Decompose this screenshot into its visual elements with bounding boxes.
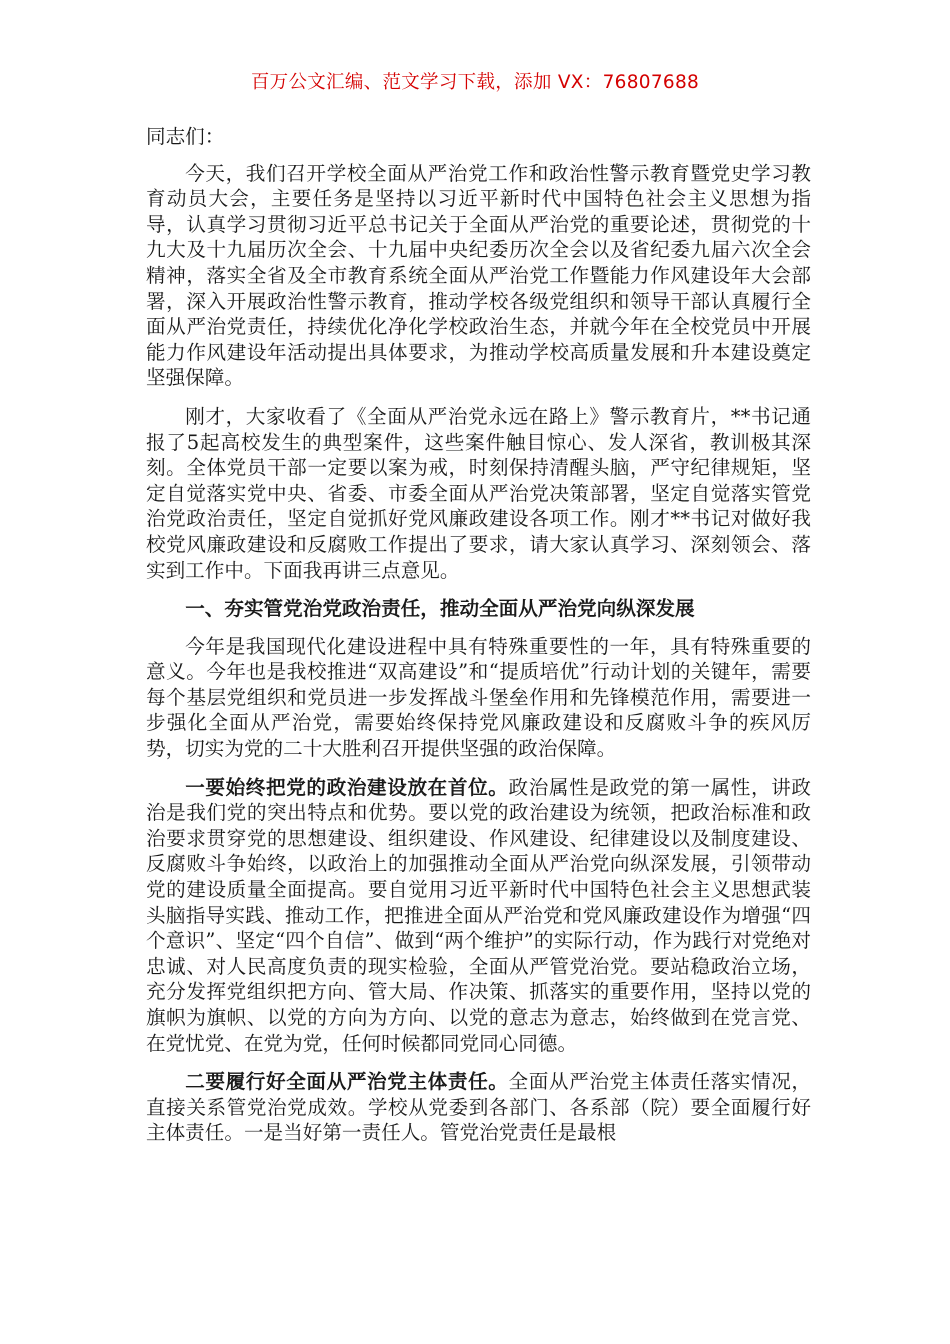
paragraph-opening: 今天，我们召开学校全面从严治党工作和政治性警示教育暨党史学习教育动员大会，主要任务是坚持以习近平新时代中国特色社会主义思想为指导，认真学习贯彻习近平总书记关于全面从严治党的重要论述，贯彻党的十九大及十九届历次全会、十九届中央纪委历次全会以及省纪委九届六次全会精神，落实全省及全市教育系统全面从严治党工作暨能力作风建设年大会部署，深入开展政治性警示教育，推动学校各级党组织和领导干部认真履行全面从严治党责任，持续优化净化学校政治生态，并就今年在全校党员中开展能力作风建设年活动提出具体要求，为推动学校高质量发展和升本建设奠定坚强保障。 <box>146 161 811 390</box>
salutation: 同志们： <box>146 125 225 148</box>
paragraph-context: 今年是我国现代化建设进程中具有特殊重要性的一年，具有特殊重要的意义。今年也是我校推进“双高建设”和“提质培优”行动计划的关键年，需要每个基层党组织和党员进一步发挥战斗堡垒作用和先锋模范作用，需要进一步强化全面从严治党，需要始终保持党风廉政建设和反腐败斗争的疾风厉势，切实为党的二十大胜利召开提供坚强的政治保障。 <box>146 634 811 761</box>
section-heading-1: 一、夯实管党治党政治责任，推动全面从严治党向纵深发展 <box>185 597 695 621</box>
paragraph-point-1 <box>146 775 811 1057</box>
point-1-lead: 一要始终把党的政治建设放在首位。 <box>185 775 509 799</box>
point-2-body: 全面从严治党主体责任落实情况，直接关系管党治党成效。学校从党委到各部门、各系部（院）要全面履行好主体责任。一是当好第一责任人。管党治党责任是最根 <box>146 1070 812 1145</box>
point-1-body: 政治属性是政党的第一属性，讲政治是我们党的突出特点和优势。要以党的政治建设为统领，把政治标准和政治要求贯穿党的思想建设、组织建设、作风建设、纪律建设以及制度建设、反腐败斗争始终，以政治上的加强推动全面从严治党向纵深发展，引领带动党的建设质量全面提高。要自觉用习近平新时代中国特色社会主义思想武装头脑指导实践、推动工作，把推进全面从严治党和党风廉政建设作为增强“四个意识”、坚定“四个自信”、做到“两个维护”的实际行动，作为践行对党绝对忠诚、对人民高度负责的现实检验，全面从严管党治党。要站稳政治立场，充分发挥党组织把方向、管大局、作决策、抓落实的重要作用，坚持以党的旗帜为旗帜、以党的方向为方向、以党的意志为意志，始终做到在党言党、在党忧党、在党为党，任何时候都同党同心同德。 <box>146 775 812 1055</box>
paragraph-warning-education: 刚才，大家收看了《全面从严治党永远在路上》警示教育片，**书记通报了5起高校发生的典型案件，这些案件触目惊心、发人深省，教训极其深刻。全体党员干部一定要以案为戒，时刻保持清醒头脑，严守纪律规矩，坚定自觉落实党中央、省委、市委全面从严治党决策部署，坚定自觉落实管党治党政治责任，坚定自觉抓好党风廉政建设各项工作。刚才**书记对做好我校党风廉政建设和反腐败工作提出了要求，请大家认真学习、深刻领会、落实到工作中。下面我再讲三点意见。 <box>146 404 811 582</box>
header-banner: 百万公文汇编、范文学习下载，添加 VX：76807688 <box>250 72 700 93</box>
point-2-lead: 二要履行好全面从严治党主体责任。 <box>185 1070 509 1094</box>
document-body <box>146 124 811 1159</box>
paragraph-point-2 <box>146 1069 811 1146</box>
